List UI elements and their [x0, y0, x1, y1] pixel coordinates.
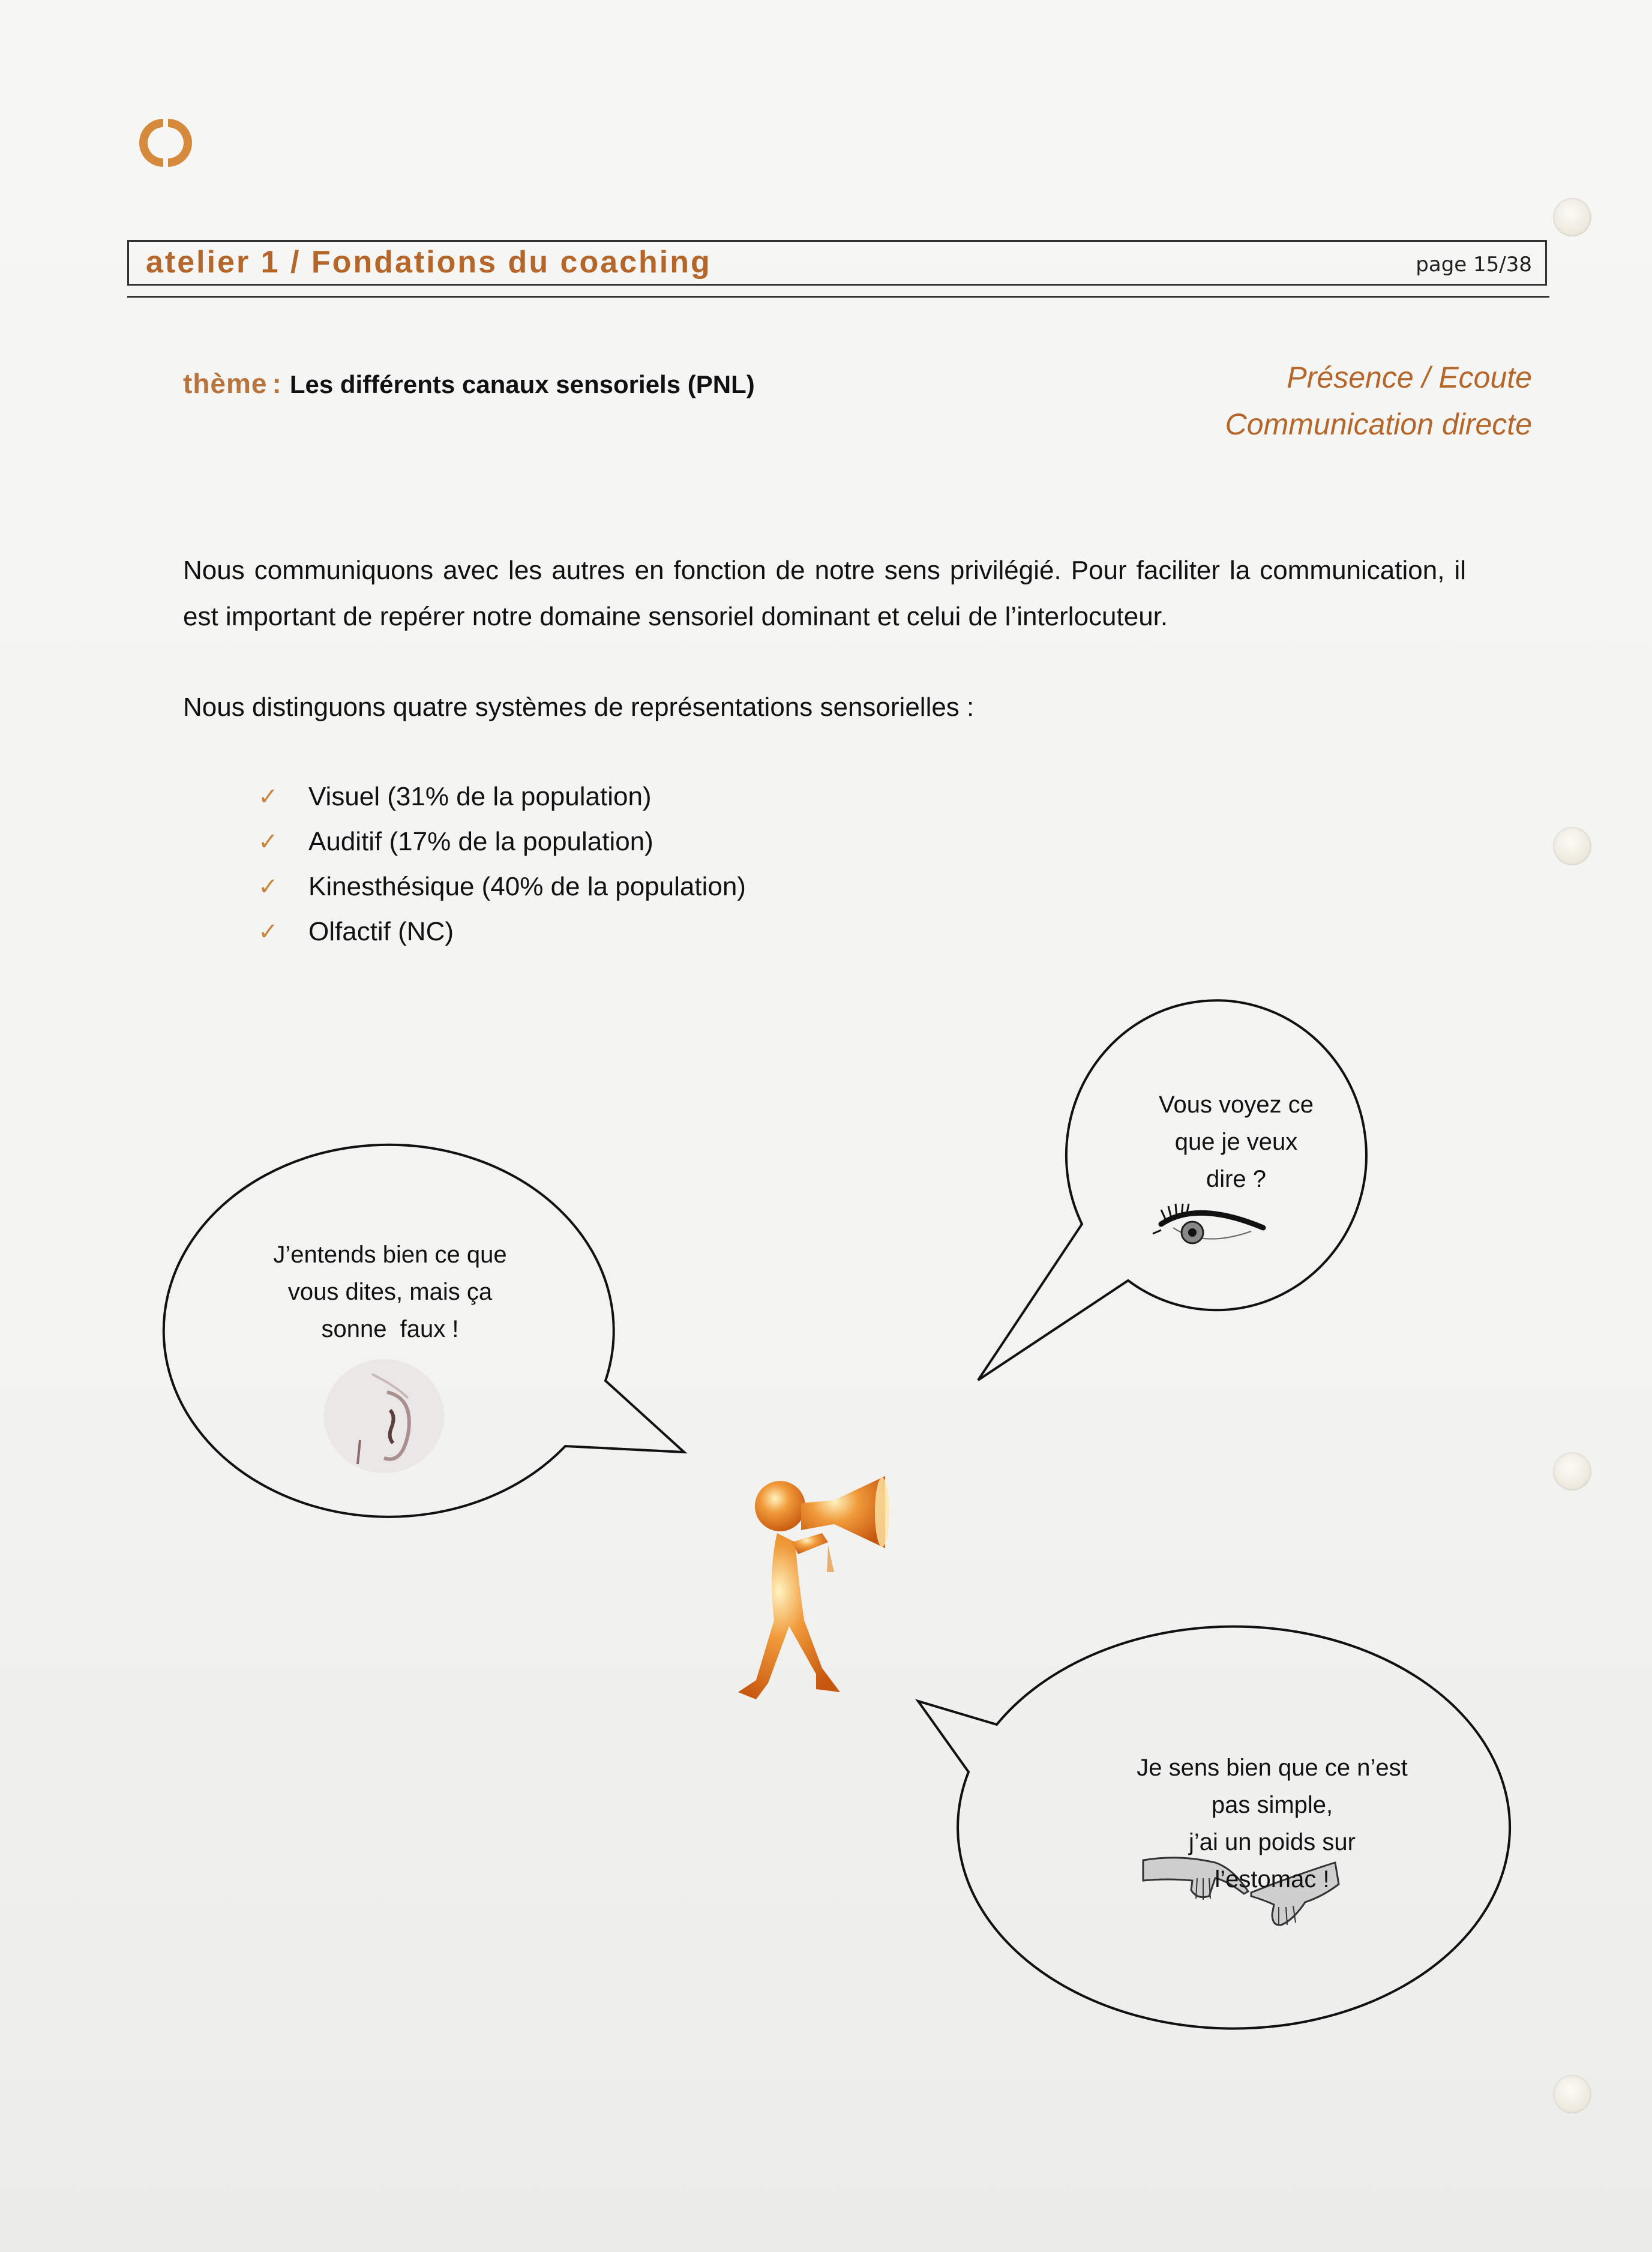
bubble-line: que je veux — [1174, 1129, 1298, 1155]
megaphone-figure-icon — [738, 1476, 889, 1699]
bubble-line: J’entends bien ce que — [273, 1242, 507, 1268]
header-title: atelier 1 / Fondations du coaching — [146, 245, 712, 280]
speech-bubble-visual-text — [1098, 1086, 1374, 1198]
bubble-line: dire ? — [1206, 1166, 1267, 1192]
bubble-line: sonne faux ! — [321, 1316, 459, 1342]
list-item-label: Kinesthésique (40% de la population) — [308, 871, 746, 901]
bubble-line: Vous voyez ce — [1159, 1091, 1314, 1118]
punch-hole — [1553, 198, 1591, 236]
speech-bubble-auditory-text — [204, 1236, 576, 1348]
speech-bubble-kinesthetic-text — [1080, 1749, 1464, 1898]
bubble-line: vous dites, mais ça — [287, 1279, 493, 1305]
category-presence-ecoute: Présence / Ecoute — [1287, 361, 1532, 394]
punch-hole — [1553, 2075, 1591, 2113]
page-number: page 15/38 — [1416, 253, 1532, 277]
intro-paragraph: Nous communiquons avec les autres en fonction de notre sens privilégié. Pour faciliter la communication, il est important de repérer notre domaine sensoriel dominant et celui de l’interlocuteur. — [183, 556, 1466, 631]
ear-icon — [324, 1359, 444, 1473]
theme-title: Les différents canaux sensoriels (PNL) — [289, 370, 755, 398]
theme-colon: : — [272, 368, 281, 399]
theme-label: thème — [183, 368, 268, 399]
list-item-label: Olfactif (NC) — [308, 916, 454, 946]
category-communication-directe: Communication directe — [1225, 407, 1532, 441]
bubble-line: j’ai un poids sur — [1189, 1829, 1356, 1855]
check-icon: ✓ — [258, 828, 278, 855]
punch-hole — [1553, 1452, 1591, 1491]
check-icon: ✓ — [258, 873, 278, 900]
bubble-line: pas simple, — [1211, 1792, 1333, 1818]
bubble-line: l’estomac ! — [1215, 1866, 1330, 1893]
list-item-label: Auditif (17% de la population) — [308, 826, 653, 856]
bubble-line: Je sens bien que ce n’est — [1137, 1755, 1408, 1781]
check-icon: ✓ — [258, 783, 278, 810]
systems-intro: Nous distinguons quatre systèmes de représentations sensorielles : — [183, 692, 975, 722]
punch-hole — [1553, 827, 1591, 865]
check-icon: ✓ — [258, 918, 278, 945]
list-item-label: Visuel (31% de la population) — [308, 781, 652, 811]
eye-icon — [1153, 1204, 1263, 1243]
